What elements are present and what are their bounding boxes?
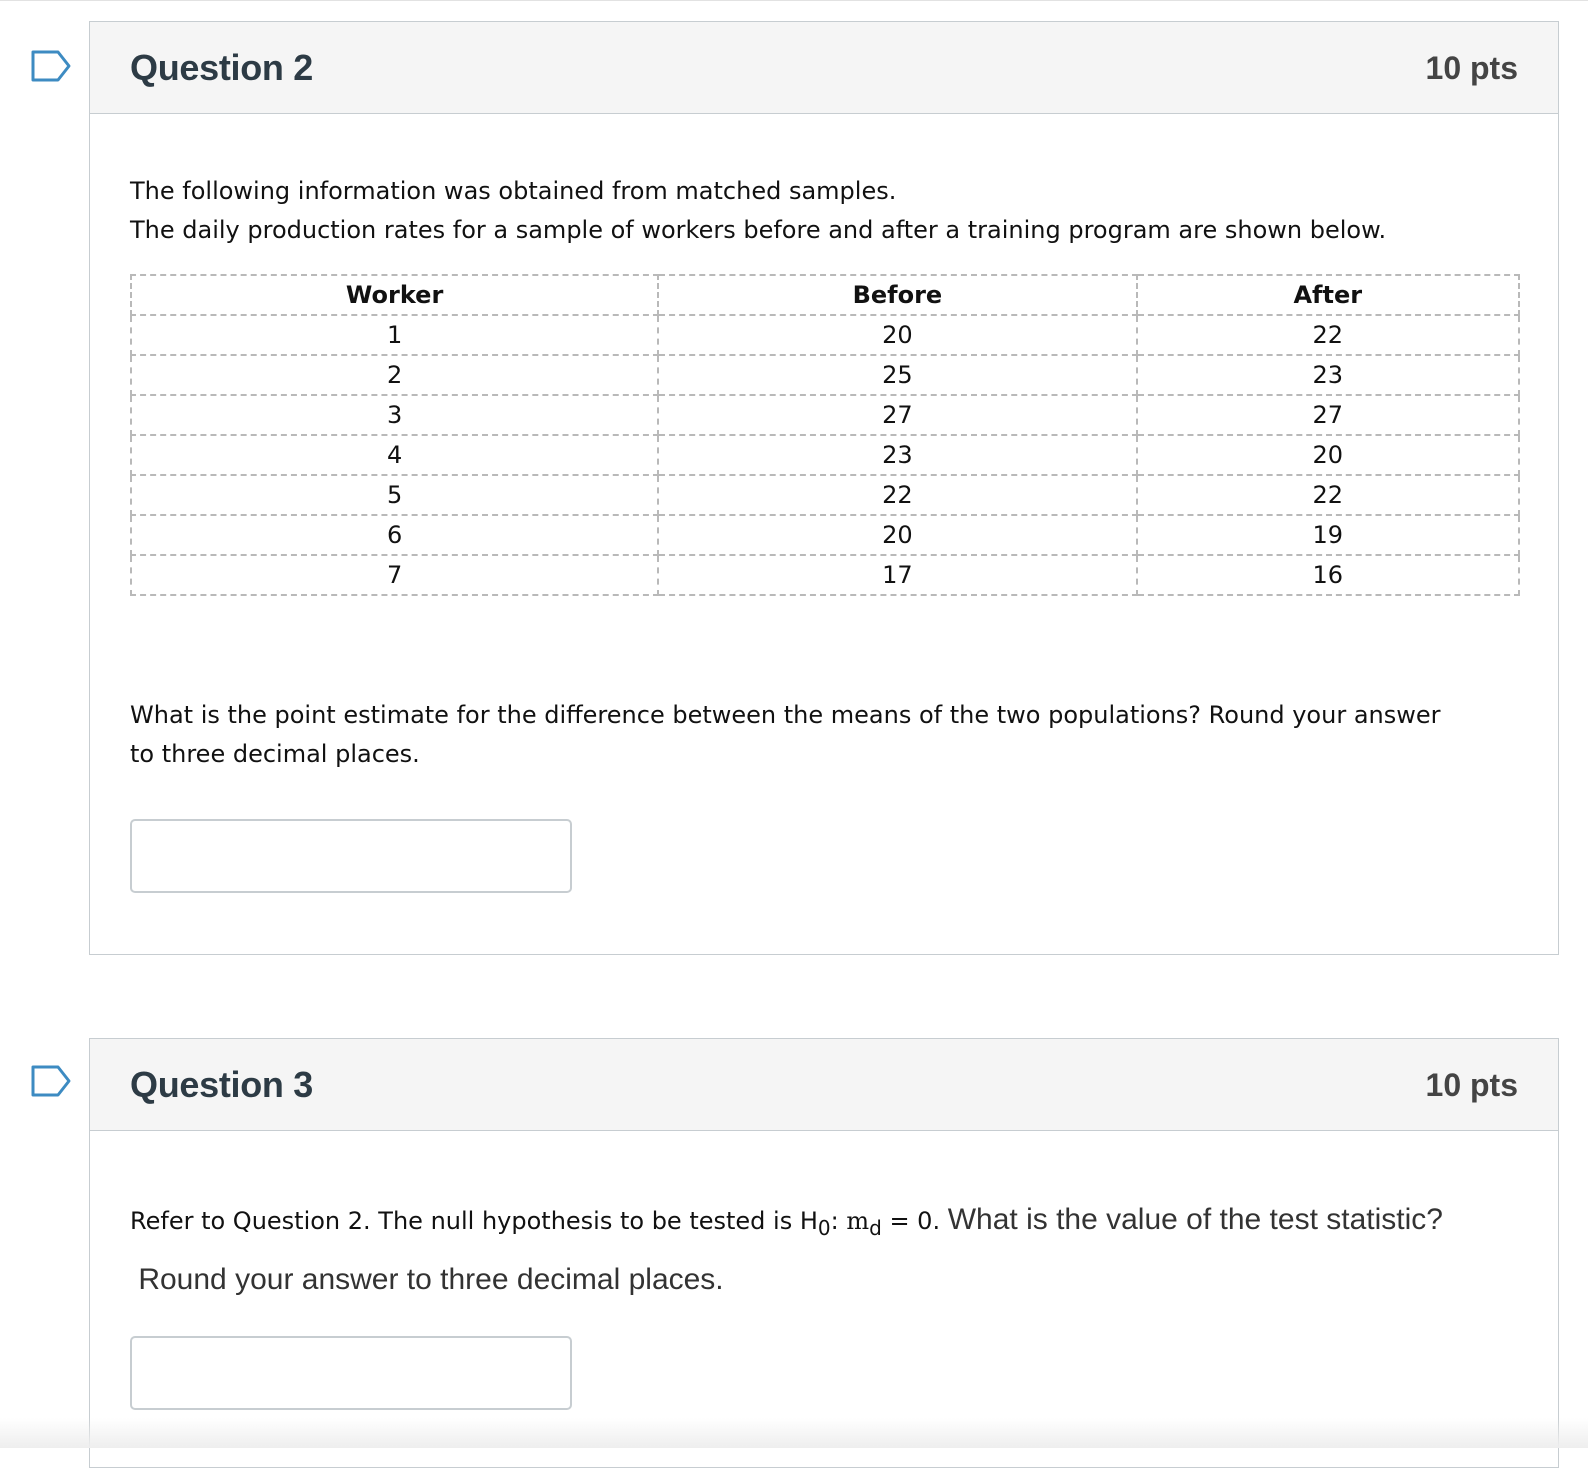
top-divider	[0, 0, 1588, 1]
cell-worker: 7	[131, 555, 658, 595]
cell-worker: 2	[131, 355, 658, 395]
table-row	[131, 515, 1519, 555]
question-prompt	[130, 696, 1518, 774]
question-header	[90, 1039, 1558, 1131]
table-row	[131, 435, 1519, 475]
answer-input[interactable]	[130, 819, 572, 893]
cell-worker: 3	[131, 395, 658, 435]
cell-after: 22	[1137, 475, 1519, 515]
prompt-question: What is the value of the test statistic?	[947, 1203, 1443, 1236]
cell-after: 22	[1137, 315, 1519, 355]
mu-symbol: m	[846, 1207, 870, 1235]
subscript-d: d	[869, 1215, 882, 1240]
table-row	[131, 315, 1519, 355]
table-row	[131, 555, 1519, 595]
production-rates-table	[130, 274, 1520, 596]
answer-input[interactable]	[130, 1336, 572, 1410]
table-row	[131, 475, 1519, 515]
cell-worker: 1	[131, 315, 658, 355]
bottom-fade	[0, 1418, 1588, 1448]
cell-before: 22	[658, 475, 1136, 515]
question-header	[90, 22, 1558, 114]
question-title: Question 3	[130, 1064, 314, 1105]
question-prompt	[130, 1194, 1518, 1306]
cell-after: 20	[1137, 435, 1519, 475]
cell-worker: 4	[131, 435, 658, 475]
cell-before: 20	[658, 515, 1136, 555]
cell-after: 27	[1137, 395, 1519, 435]
prompt-line-2: to three decimal places.	[130, 740, 420, 768]
table-row	[131, 395, 1519, 435]
cell-before: 20	[658, 315, 1136, 355]
intro-line-1: The following information was obtained from matched samples.	[130, 177, 897, 205]
subscript-zero: 0	[817, 1215, 831, 1240]
cell-after: 16	[1137, 555, 1519, 595]
header-before: Before	[658, 275, 1136, 315]
cell-worker: 5	[131, 475, 658, 515]
question-title: Question 2	[130, 47, 314, 88]
question-points: 10 pts	[1425, 1067, 1518, 1103]
cell-worker: 6	[131, 515, 658, 555]
prompt-text: Refer to Question 2. The null hypothesis to be tested is H	[130, 1207, 818, 1235]
table-row	[131, 355, 1519, 395]
flag-question-icon[interactable]	[30, 49, 72, 83]
question-intro	[130, 172, 1518, 250]
cell-before: 23	[658, 435, 1136, 475]
prompt-line-2: Round your answer to three decimal places.	[130, 1262, 724, 1296]
cell-before: 25	[658, 355, 1136, 395]
cell-after: 23	[1137, 355, 1519, 395]
header-after: After	[1137, 275, 1519, 315]
question-points: 10 pts	[1425, 50, 1518, 86]
question-2-card	[89, 21, 1559, 955]
header-worker: Worker	[131, 275, 658, 315]
intro-line-2: The daily production rates for a sample of workers before and after a training program are shown below.	[130, 216, 1387, 244]
cell-before: 17	[658, 555, 1136, 595]
question-3-card	[89, 1038, 1559, 1468]
prompt-line-1: What is the point estimate for the difference between the means of the two populations? Round your answer	[130, 701, 1441, 729]
prompt-line-1	[130, 1194, 1518, 1254]
prompt-colon: :	[830, 1207, 847, 1235]
cell-after: 19	[1137, 515, 1519, 555]
flag-question-icon[interactable]	[30, 1064, 72, 1098]
cell-before: 27	[658, 395, 1136, 435]
table-header-row	[131, 275, 1519, 315]
prompt-equals: = 0.	[881, 1207, 948, 1235]
